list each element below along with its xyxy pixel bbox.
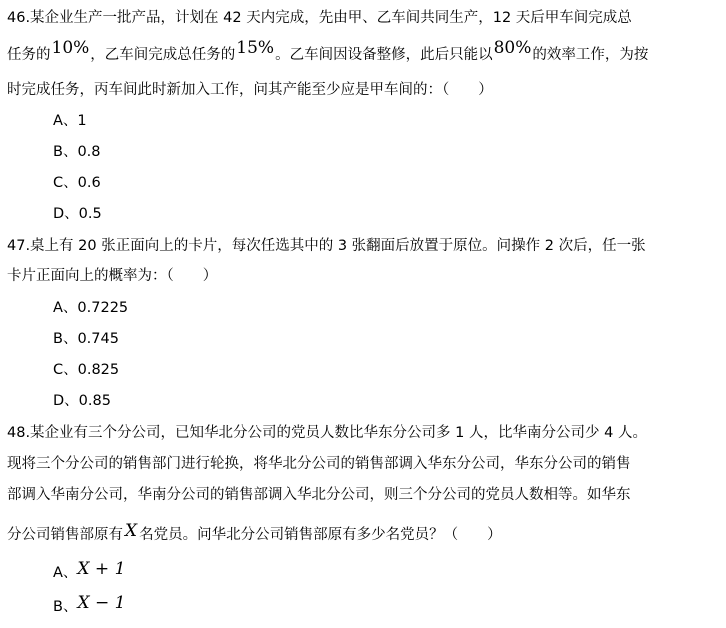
question-48-line-2: 现将三个分公司的销售部门进行轮换，将华北分公司的销售部调入华东分公司，华东分公司的销售 xyxy=(7,456,631,472)
q46-percent-1: 10% xyxy=(51,38,90,58)
q48-option-a-expr: X + 1 xyxy=(77,559,126,579)
q48-text-b: 名党员。问华北分公司销售部原有多少名党员？（ ） xyxy=(139,527,502,543)
q48-variable-x: X xyxy=(125,521,138,541)
q48-text-a: 分公司销售部原有 xyxy=(7,527,123,543)
q46-text-c: 。乙车间因设备整修，此后只能以 xyxy=(275,47,493,63)
q46-option-a[interactable]: A、1 xyxy=(53,113,87,129)
q46-option-c[interactable]: C、0.6 xyxy=(53,175,101,191)
q48-option-a[interactable] xyxy=(53,559,126,583)
q46-text-b: ，乙车间完成总任务的 xyxy=(90,47,236,63)
q46-percent-2: 15% xyxy=(236,38,275,58)
q47-option-a[interactable]: A、0.7225 xyxy=(53,300,129,316)
q48-option-b-expr: X − 1 xyxy=(77,593,126,613)
q48-option-b-prefix: B、 xyxy=(53,599,78,615)
q47-option-c[interactable]: C、0.825 xyxy=(53,362,120,378)
question-48-line-4 xyxy=(7,521,502,545)
q47-option-d[interactable]: D、0.85 xyxy=(53,393,111,409)
q46-option-b[interactable]: B、0.8 xyxy=(53,144,101,160)
q47-option-b[interactable]: B、0.745 xyxy=(53,331,119,347)
question-46-line-2 xyxy=(7,38,649,65)
question-46-line-3: 时完成任务，丙车间此时新加入工作，问其产能至少应是甲车间的：（ ） xyxy=(7,82,493,98)
q48-option-a-prefix: A、 xyxy=(53,565,78,581)
question-47-line-1: 47.桌上有 20 张正面向上的卡片，每次任选其中的 3 张翻面后放置于原位。问操作 2 次后，任一张 xyxy=(7,238,646,254)
q48-option-b[interactable] xyxy=(53,593,126,617)
question-46-line-1: 46.某企业生产一批产品，计划在 42 天内完成，先由甲、乙车间共同生产，12 天后甲车间完成总 xyxy=(7,10,632,26)
q46-text-d: 的效率工作，为按 xyxy=(532,47,649,63)
q46-percent-3: 80% xyxy=(493,38,532,58)
q46-text-a: 任务的 xyxy=(7,47,51,63)
question-47-line-2: 卡片正面向上的概率为：（ ） xyxy=(7,268,218,284)
question-48-line-3: 部调入华南分公司，华南分公司的销售部调入华北分公司，则三个分公司的党员人数相等。如华东 xyxy=(7,487,631,503)
q46-option-d[interactable]: D、0.5 xyxy=(53,206,102,222)
question-48-line-1: 48.某企业有三个分公司，已知华北分公司的党员人数比华东分公司多 1 人，比华南分公司少 4 人。 xyxy=(7,425,647,441)
